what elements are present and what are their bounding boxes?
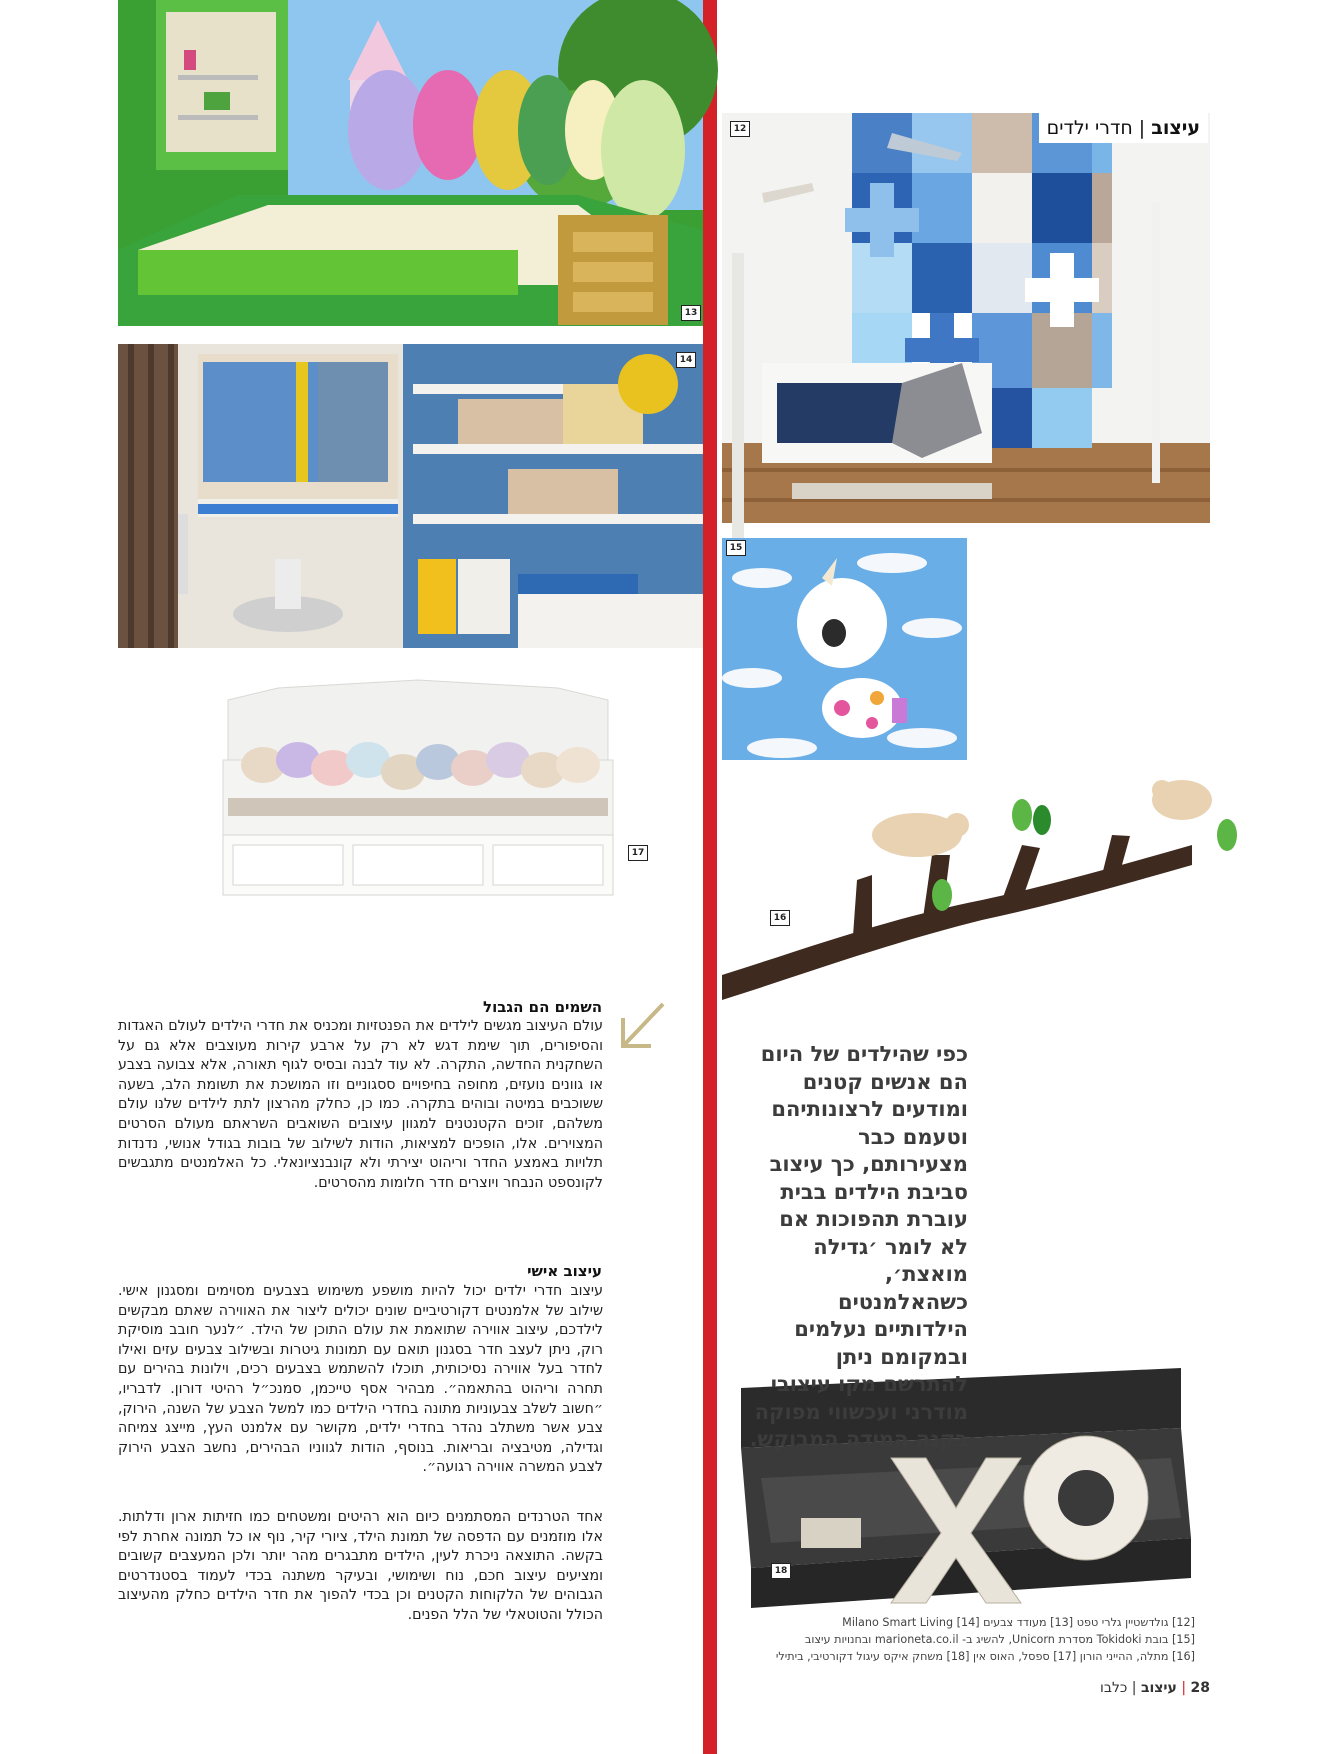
footer-separator-2: | — [1131, 1680, 1137, 1696]
section-heading-personal-design: עיצוב אישי — [527, 1262, 602, 1280]
footer-section: עיצוב — [1140, 1680, 1177, 1696]
image-number-16: 16 — [770, 910, 790, 926]
photo-unicorn-toy — [722, 538, 967, 786]
footer-magazine: כלבו — [1100, 1680, 1128, 1696]
photo-flags-wallpaper-room — [722, 113, 1210, 523]
section-separator: | — [1138, 117, 1146, 139]
page-number: 28 — [1190, 1680, 1210, 1696]
photo-wall-bed-desk — [118, 344, 703, 648]
page-divider-red-bar — [703, 0, 717, 1754]
image-number-14: 14 — [676, 352, 696, 368]
caption-line-1: [12] גולדשטיין גלרי טפט [13] מעודד צבעים [14] Milano Smart Living — [842, 1616, 1195, 1629]
section-heading-tag — [1039, 113, 1208, 143]
caption-line-3: [16] מתלה, ההייני הורון [17] ספסל, האוס אין [18] משחק איקס עיגול דקורטיבי, ביתילי — [775, 1650, 1195, 1663]
article-paragraph-2: עיצוב חדרי ילדים יכול להיות מושפע משימוש בצבעים מסוימים ומסגנון אישי. שילוב של אלמנטים דקורטיביים שונים יכולים ליצור את האווירה שאתם מבקשים לילדכם, עיצוב אווירה שתואמת את עולם התוכן של הילד. ״לנער חובב מוסיקת רוק, ניתן לעצב חדר בסגנון תואם עם תמונות גיטרות ובשילוב צבעים עזים ואילו לחדר בעל אווירה נסיכותית, תוכלו להשתמש בצבעים רכים, וילונות בהירים עם תחרה וריהוט בהתאמה״. מבהיר אסף טייכמן, סמנכ״ל רהיטי דורון. לדבריו, ״חשוב לשלב צבעוניות מתונה בחדרי הילדים כמו למשל הצבע של השנה, הירוק, צבע אשר משתלב נהדר בחדרי ילדים, מקושר עם אלמנט העץ, מייצג צמיחה וגדילה, מטיבציה ובריאות. בנוסף, הודות לגווניו הבהירים, נחשב הצבע הירוק לצבע המשרה אווירה רגועה״. — [118, 1283, 603, 1476]
photo-branch-hanger — [722, 760, 1252, 1030]
image-captions — [735, 1614, 1195, 1665]
photo-princess-bedroom — [118, 0, 703, 326]
arrow-down-left-icon — [618, 1000, 668, 1052]
footer-separator-1: | — [1181, 1680, 1187, 1696]
image-number-13: 13 — [681, 305, 701, 321]
caption-line-2: [15] בובת Tokidoki מסדרת Unicorn, להשיג ב- marioneta.co.il ובחנויות עיצוב — [804, 1633, 1195, 1646]
photo-white-daybed — [208, 680, 645, 910]
section-heading-sky-limit: השמים הם הגבול — [483, 998, 602, 1016]
image-number-12: 12 — [730, 121, 750, 137]
article-paragraph-1: עולם העיצוב מגשים לילדים את הפנטזיות ומכניס את חדרי הילדים לעולם האגדות והסיפורים, תוך שימת דגש לא רק על ארבע קירות מעוצבים אלא גם על השחקנית החדשה, התקרה. לא עוד לבנה ובסיס לגוף תאורה, אלא צבועה בצבע או גוונים נועזים, מחופה בחיפויים ססגוניים וזו המושכת את תשומת הלב, בשעה ששוכבים במיטה ובוהים בתקרה. כמו כן, כחלק מהרצון לתת לילדים שלנו עולם משלהם, זוכים הקטנטנים למגוון עיצובים השואבים השראתם מעולם הסרטים המצוירים. אלו, הופכים למציאות, הודות לשילוב של בובות בגודל אנושי, נדנדות תלויות באמצע החדר וריהוט יצירתי ולא קונבנציונאלי. כל האלמנטים מתגבשים לקונספט הנבחר ויוצרים חדר חלומות מהסרטים. — [118, 1018, 603, 1191]
pull-quote: כפי שהילדים של היום הם אנשים קטנים ומודעים לרצונותיהם וטעמם כבר מצעירותם, כך עיצוב סביבת הילדים בבית עוברת תהפוכות אם לא לומר ׳גדילה מואצת׳, כשהאלמנטים הילדותיים נעלמים ובמקומם ניתן להתרשם מקו עיצובי מודרני ועכשווי מפוקה בקנה המידה המבוקש. — [749, 1042, 968, 1451]
image-number-15: 15 — [726, 540, 746, 556]
section-title: עיצוב — [1151, 117, 1200, 139]
image-number-18: 18 — [771, 1563, 791, 1579]
image-number-17: 17 — [628, 845, 648, 861]
article-paragraph-3: אחד הטרנדים המסתמנים כיום הוא רהיטים ומשטחים כמו חזיתות ארון ודלתות. אלו מוזמנים עם הדפסה של תמונת הילד, ציורי קיר, נוף או כל תמונה אחרת לפי בקשה. התוצאה ניכרת לעין, הילדים מתבגרים מהר יותר ולכן המעצבים קשובים ומציעים עיצוב חכם, נוח ושימושי, ובעיקר משתנה בכדי לעמוד בסטנדרטים הגבוהים של הלקוחות הקטנים וכן בכדי להפוך את חדר הילדים כחלק מהעיצוב הכולל והטוטאלי של הלל הפנים. — [118, 1509, 603, 1623]
section-topic: חדרי ילדים — [1046, 117, 1133, 139]
page-footer — [1040, 1680, 1210, 1696]
